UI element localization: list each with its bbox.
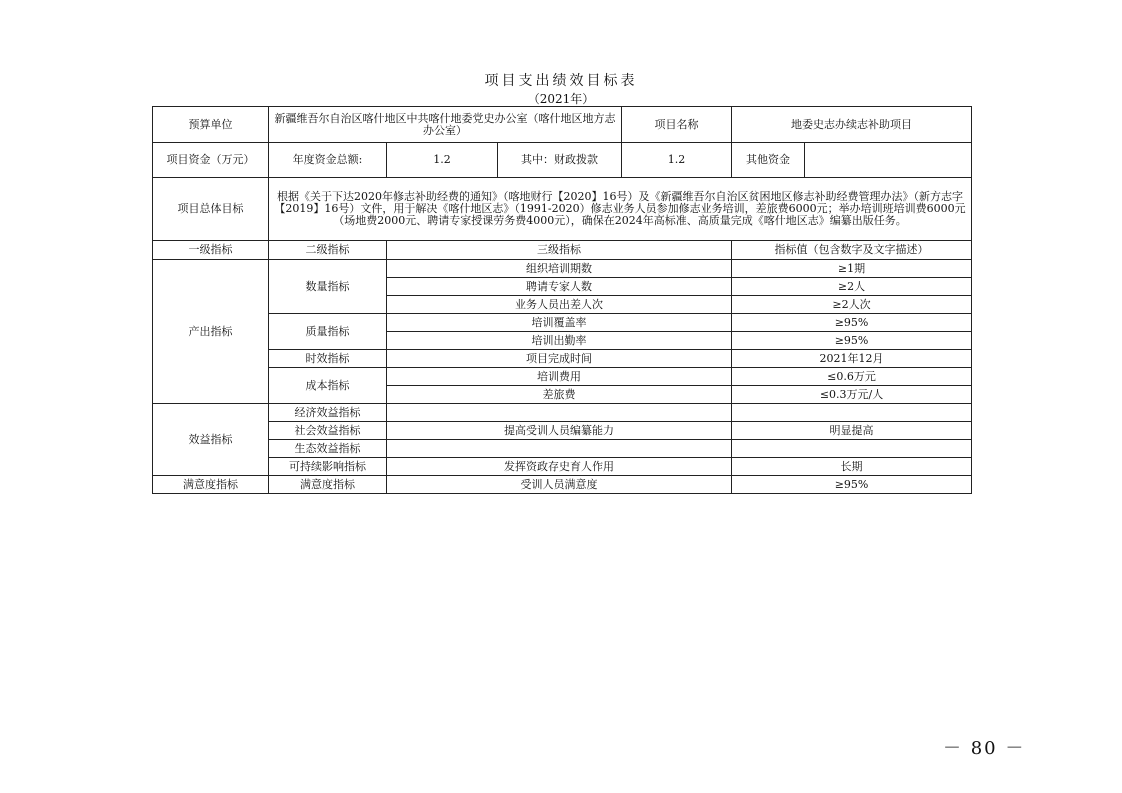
indicator-value bbox=[732, 404, 972, 422]
page-subtitle: （2021年） bbox=[527, 92, 595, 106]
project-name-value: 地委史志办续志补助项目 bbox=[732, 107, 972, 143]
level2-indicator: 成本指标 bbox=[269, 368, 387, 404]
page-title: 项目支出绩效目标表 bbox=[484, 73, 638, 89]
level3-indicator: 差旅费 bbox=[387, 386, 732, 404]
level3-indicator: 受训人员满意度 bbox=[387, 476, 732, 494]
indicator-row bbox=[153, 314, 972, 332]
indicator-value: ≥95% bbox=[732, 332, 972, 350]
annual-total-label: 年度资金总额: bbox=[269, 143, 387, 178]
indicator-value bbox=[732, 440, 972, 458]
indicator-row bbox=[153, 404, 972, 422]
indicator-value: ≤0.6万元 bbox=[732, 368, 972, 386]
performance-target-table bbox=[152, 106, 972, 494]
page-number: － 80 － bbox=[943, 738, 1026, 759]
indicator-value: ≥95% bbox=[732, 314, 972, 332]
column-header-value: 指标值（包含数字及文字描述） bbox=[732, 241, 972, 260]
indicator-row bbox=[153, 422, 972, 440]
level1-indicator: 产出指标 bbox=[153, 260, 269, 404]
indicator-value: ≥1期 bbox=[732, 260, 972, 278]
indicator-value: ≥2人次 bbox=[732, 296, 972, 314]
level3-indicator: 培训覆盖率 bbox=[387, 314, 732, 332]
level2-indicator: 时效指标 bbox=[269, 350, 387, 368]
level3-indicator bbox=[387, 440, 732, 458]
level3-indicator: 培训出勤率 bbox=[387, 332, 732, 350]
indicator-row bbox=[153, 476, 972, 494]
indicator-row bbox=[153, 440, 972, 458]
indicator-row bbox=[153, 350, 972, 368]
indicator-value: ≥2人 bbox=[732, 278, 972, 296]
level3-indicator: 培训费用 bbox=[387, 368, 732, 386]
level2-indicator: 质量指标 bbox=[269, 314, 387, 350]
other-funds-value bbox=[805, 143, 972, 178]
level3-indicator bbox=[387, 404, 732, 422]
fiscal-funds-value: 1.2 bbox=[622, 143, 732, 178]
level3-indicator: 项目完成时间 bbox=[387, 350, 732, 368]
column-header-level1: 一级指标 bbox=[153, 241, 269, 260]
level3-indicator: 组织培训期数 bbox=[387, 260, 732, 278]
level2-indicator: 可持续影响指标 bbox=[269, 458, 387, 476]
level2-indicator: 生态效益指标 bbox=[269, 440, 387, 458]
column-header-level3: 三级指标 bbox=[387, 241, 732, 260]
indicator-row bbox=[153, 368, 972, 386]
level3-indicator: 业务人员出差人次 bbox=[387, 296, 732, 314]
indicator-value: ≥95% bbox=[732, 476, 972, 494]
fiscal-funds-label: 其中：财政拨款 bbox=[498, 143, 622, 178]
level3-indicator: 聘请专家人数 bbox=[387, 278, 732, 296]
budget-unit-value: 新疆维吾尔自治区喀什地区中共喀什地委党史办公室（喀什地区地方志办公室） bbox=[269, 107, 622, 143]
level2-indicator: 经济效益指标 bbox=[269, 404, 387, 422]
indicator-row bbox=[153, 458, 972, 476]
column-header-row bbox=[153, 241, 972, 260]
column-header-level2: 二级指标 bbox=[269, 241, 387, 260]
annual-total-value: 1.2 bbox=[387, 143, 498, 178]
level3-indicator: 提高受训人员编纂能力 bbox=[387, 422, 732, 440]
level2-indicator: 数量指标 bbox=[269, 260, 387, 314]
level3-indicator: 发挥资政存史育人作用 bbox=[387, 458, 732, 476]
level1-indicator: 效益指标 bbox=[153, 404, 269, 476]
indicator-value: 长期 bbox=[732, 458, 972, 476]
budget-unit-label: 预算单位 bbox=[153, 107, 269, 143]
overall-goal-text: 根据《关于下达2020年修志补助经费的通知》（喀地财行【2020】16号）及《新疆维吾尔自治区贫困地区修志补助经费管理办法》（新方志字【2019】16号）文件，用于解决《喀什地区志》（1991-2020）修志业务人员参加修志业务培训，差旅费6000元；举办培训班培训费6000元（场地费2000元、聘请专家授课劳务费4000元），确保在2024年高标准、高质量完成《喀什地区志》编纂出版任务。 bbox=[269, 178, 972, 241]
level1-indicator: 满意度指标 bbox=[153, 476, 269, 494]
project-name-label: 项目名称 bbox=[622, 107, 732, 143]
indicator-row bbox=[153, 260, 972, 278]
other-funds-label: 其他资金 bbox=[732, 143, 805, 178]
level2-indicator: 满意度指标 bbox=[269, 476, 387, 494]
level2-indicator: 社会效益指标 bbox=[269, 422, 387, 440]
indicator-value: 明显提高 bbox=[732, 422, 972, 440]
project-funds-label: 项目资金（万元） bbox=[153, 143, 269, 178]
indicator-value: 2021年12月 bbox=[732, 350, 972, 368]
overall-goal-label: 项目总体目标 bbox=[153, 178, 269, 241]
indicator-value: ≤0.3万元/人 bbox=[732, 386, 972, 404]
